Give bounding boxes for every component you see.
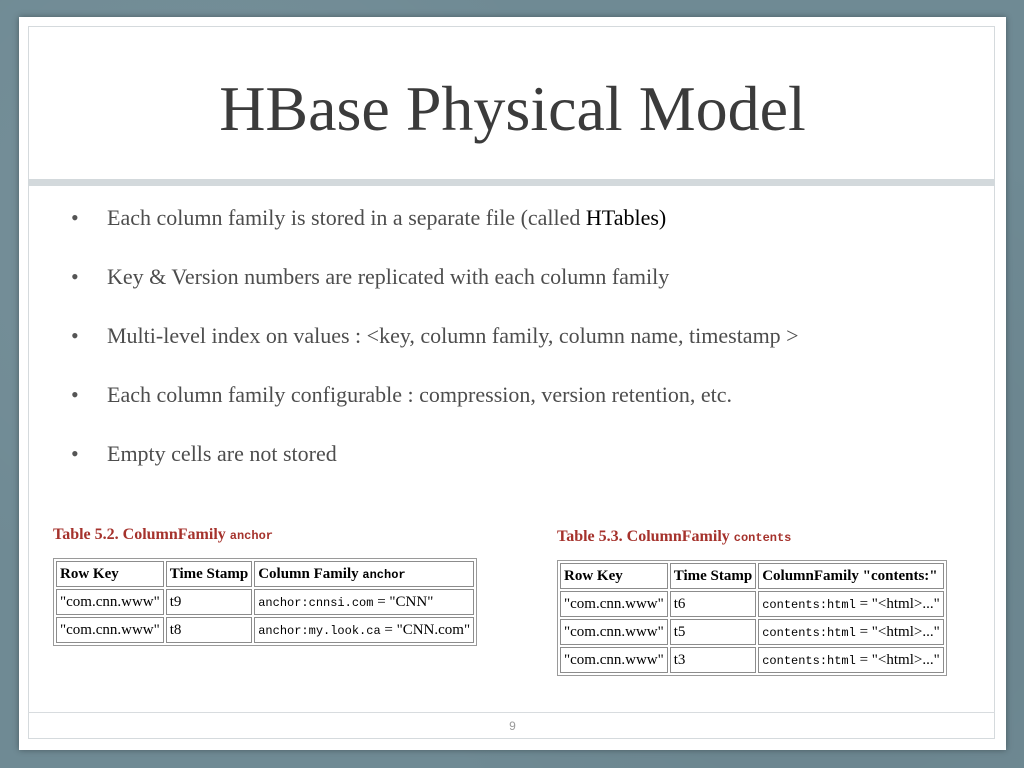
cell-value xyxy=(758,591,944,617)
table-row xyxy=(560,647,944,673)
caption-text: Table 5.3. ColumnFamily xyxy=(557,528,734,545)
header-column-family: ColumnFamily "contents:" xyxy=(758,563,944,589)
bullet-text: Each column family configurable : compression, version retention, etc. xyxy=(107,382,732,407)
cell-time-stamp: t3 xyxy=(670,647,756,673)
cell-time-stamp: t9 xyxy=(166,589,252,615)
cell-code: contents:html xyxy=(762,597,856,612)
bullet-text: Each column family is stored in a separate file (called xyxy=(107,205,586,230)
header-time-stamp: Time Stamp xyxy=(166,561,252,587)
header-row-key: Row Key xyxy=(56,561,164,587)
bullet-dot-icon: • xyxy=(71,323,79,348)
cell-value xyxy=(758,647,944,673)
cell-value xyxy=(254,617,474,643)
caption-code: anchor xyxy=(229,529,273,543)
cell-time-stamp: t5 xyxy=(670,619,756,645)
bullet-text: Empty cells are not stored xyxy=(107,441,337,466)
bullet-emphasis: HTables) xyxy=(585,205,667,230)
cell-row-key: "com.cnn.www" xyxy=(560,591,668,617)
footer-divider xyxy=(28,712,995,713)
cell-value-text: = "<html>..." xyxy=(855,595,940,612)
bullet-item xyxy=(69,262,989,292)
bullet-dot-icon: • xyxy=(71,264,79,289)
table-header-row xyxy=(560,563,944,589)
table-row xyxy=(56,617,474,643)
header-row-key: Row Key xyxy=(560,563,668,589)
bullet-text: Multi-level index on values : <key, column family, column name, timestamp > xyxy=(107,323,799,348)
cell-value-text: = "CNN" xyxy=(373,593,434,610)
cell-code: anchor:cnnsi.com xyxy=(258,595,374,610)
table-anchor xyxy=(53,558,477,646)
cell-row-key: "com.cnn.www" xyxy=(56,589,164,615)
header-time-stamp: Time Stamp xyxy=(670,563,756,589)
table-contents-caption xyxy=(557,527,947,548)
header-code: anchor xyxy=(362,567,406,582)
table-header-row xyxy=(56,561,474,587)
slide-title: HBase Physical Model xyxy=(219,73,806,144)
cell-value-text: = "<html>..." xyxy=(855,623,940,640)
table-row xyxy=(56,589,474,615)
cell-value xyxy=(254,589,474,615)
cell-code: anchor:my.look.ca xyxy=(258,623,381,638)
table-contents-block xyxy=(557,527,947,676)
caption-code: contents xyxy=(733,531,792,545)
table-row xyxy=(560,591,944,617)
cell-row-key: "com.cnn.www" xyxy=(56,617,164,643)
cell-row-key: "com.cnn.www" xyxy=(560,647,668,673)
bullet-item xyxy=(69,203,989,233)
cell-value xyxy=(758,619,944,645)
table-row xyxy=(560,619,944,645)
table-anchor-block xyxy=(53,525,477,646)
page-number: 9 xyxy=(509,719,516,733)
bullet-item xyxy=(69,439,989,469)
cell-time-stamp: t8 xyxy=(166,617,252,643)
header-column-family xyxy=(254,561,474,587)
cell-time-stamp: t6 xyxy=(670,591,756,617)
bullet-text: Key & Version numbers are replicated with each column family xyxy=(107,264,670,289)
bullet-dot-icon: • xyxy=(71,205,79,230)
cell-code: contents:html xyxy=(762,625,856,640)
bullet-item xyxy=(69,380,989,410)
bullet-item xyxy=(69,321,989,351)
table-anchor-caption xyxy=(53,525,477,546)
cell-row-key: "com.cnn.www" xyxy=(560,619,668,645)
cell-code: contents:html xyxy=(762,653,856,668)
bullet-list xyxy=(69,203,989,498)
bullet-dot-icon: • xyxy=(71,441,79,466)
header-text: Column Family xyxy=(258,565,363,582)
caption-text: Table 5.2. ColumnFamily xyxy=(53,526,230,543)
bullet-dot-icon: • xyxy=(71,382,79,407)
table-contents xyxy=(557,560,947,676)
cell-value-text: = "CNN.com" xyxy=(380,621,471,638)
title-divider xyxy=(28,179,995,186)
slide xyxy=(19,17,1006,750)
cell-value-text: = "<html>..." xyxy=(855,651,940,668)
